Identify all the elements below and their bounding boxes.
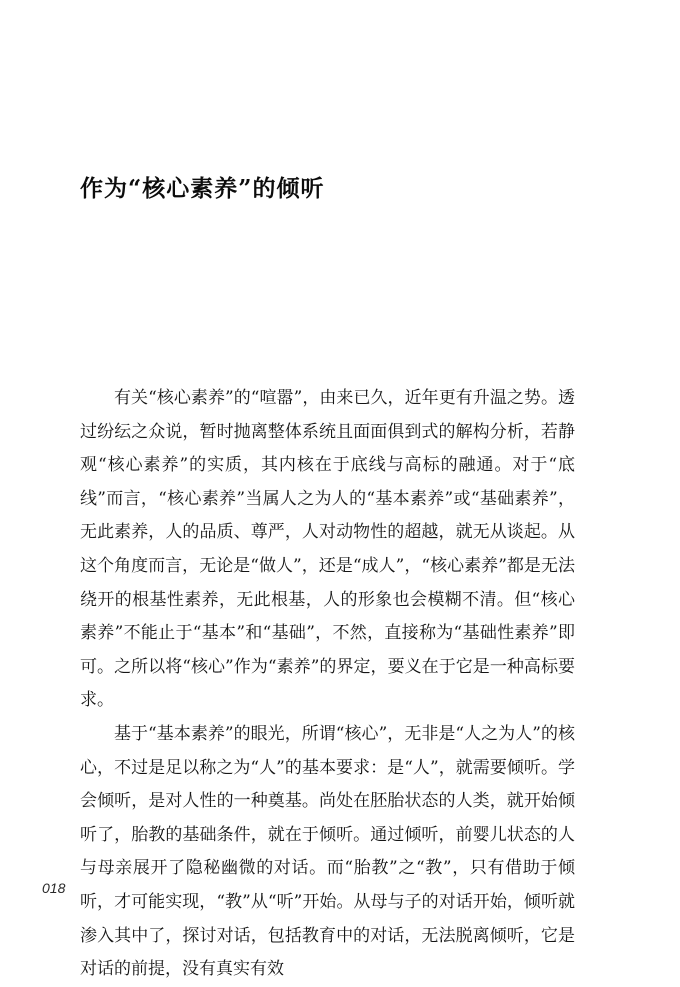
paragraph: 有关“核心素养”的“喧嚣”，由来已久，近年更有升温之势。透过纷纭之众说，暂时抛离整体系统且面面俱到式的解构分析，若静观“核心素养”的实质，其内核在于底线与高标的融通。对于“底线”而言，“核心素养”当属人之为人的“基本素养”或“基础素养”，无此素养，人的品质、尊严，人对动物性的超越，就无从谈起。从这个角度而言，无论是“做人”，还是“成人”，“核心素养”都是无法绕开的根基性素养，无此根基，人的形象也会模糊不清。但“核心素养”不能止于“基本”和“基础”，不然，直接称为“基础性素养”即可。之所以将“核心”作为“素养”的界定，要义在于它是一种高标要求。 <box>80 388 575 711</box>
chapter-title: 作为“核心素养”的倾听 <box>80 175 325 202</box>
body-text <box>80 382 575 987</box>
paragraph: 基于“基本素养”的眼光，所谓“核心”，无非是“人之为人”的核心，不过是足以称之为“人”的基本要求：是“人”，就需要倾听。学会倾听，是对人性的一种奠基。尚处在胚胎状态的人类，就开始倾听了，胎教的基础条件，就在于倾听。通过倾听，前婴儿状态的人与母亲展开了隐秘幽微的对话。而“胎教”之“教”，只有借助于倾听，才可能实现，“教”从“听”开始。从母与子的对话开始，倾听就渗入其中了，探讨对话，包括教育中的对话，无法脱离倾听，它是对话的前提，没有真实有效 <box>80 723 575 980</box>
page-number: 018 <box>42 880 66 896</box>
